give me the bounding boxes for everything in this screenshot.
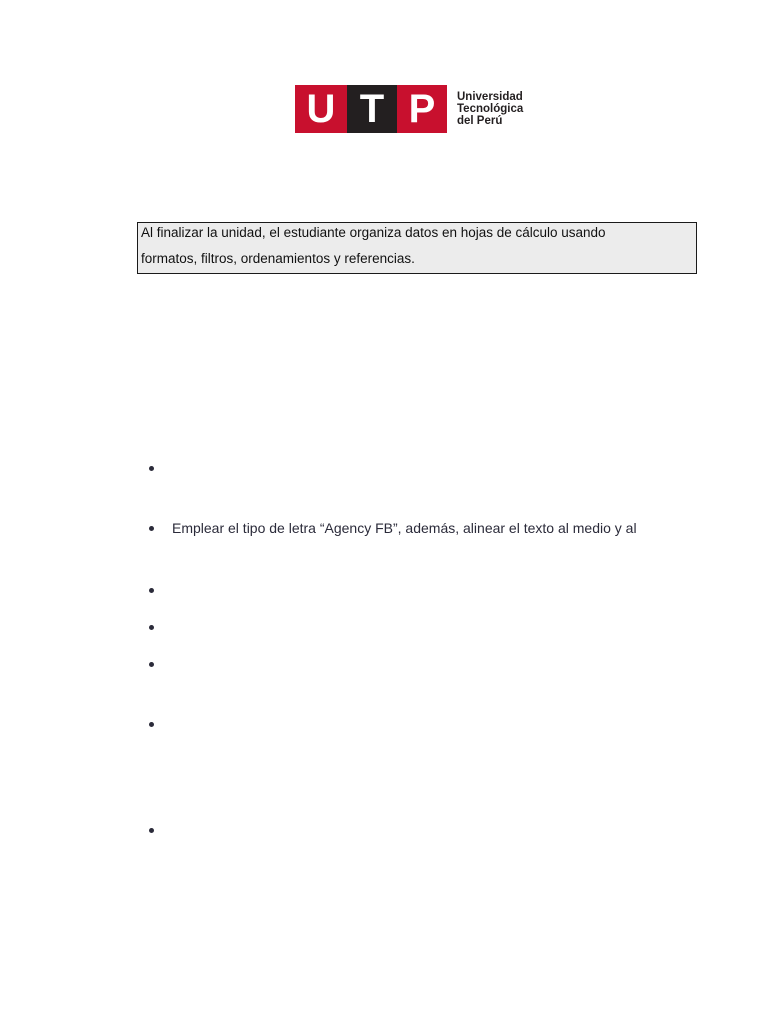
- bullet-dot: [149, 828, 154, 833]
- bullet-dot: [149, 466, 154, 471]
- logo-letter-t: T: [347, 85, 397, 133]
- bullet-dot: [149, 662, 154, 667]
- logo-university-name: [457, 91, 523, 127]
- logo-name-line-3: del Perú: [457, 115, 503, 127]
- logo-name-line-1: Universidad: [457, 91, 523, 103]
- bullet-dot: [149, 625, 154, 630]
- logo-name-line-2: Tecnológica: [457, 103, 524, 115]
- logo-letter-u: U: [295, 85, 347, 133]
- bullet-dot: [149, 588, 154, 593]
- list-item-text: Emplear el tipo de letra “Agency FB”, además, alinear el texto al medio y al: [172, 520, 637, 536]
- list-item: [149, 625, 172, 630]
- bullet-dot: [149, 722, 154, 727]
- learning-objective-text: [138, 220, 696, 272]
- list-item: [149, 520, 637, 536]
- logo-letter-p: P: [397, 85, 447, 133]
- learning-objective-box: [137, 222, 697, 274]
- list-item: [149, 722, 172, 727]
- list-item: [149, 588, 172, 593]
- list-item: [149, 828, 172, 833]
- list-item: [149, 662, 172, 667]
- list-item: [149, 466, 172, 471]
- objective-line-1: Al finalizar la unidad, el estudiante organiza datos en hojas de cálculo usando: [141, 225, 606, 240]
- bullet-dot: [149, 526, 154, 531]
- objective-line-2: formatos, filtros, ordenamientos y referencias.: [141, 251, 415, 266]
- utp-logo: [295, 85, 523, 133]
